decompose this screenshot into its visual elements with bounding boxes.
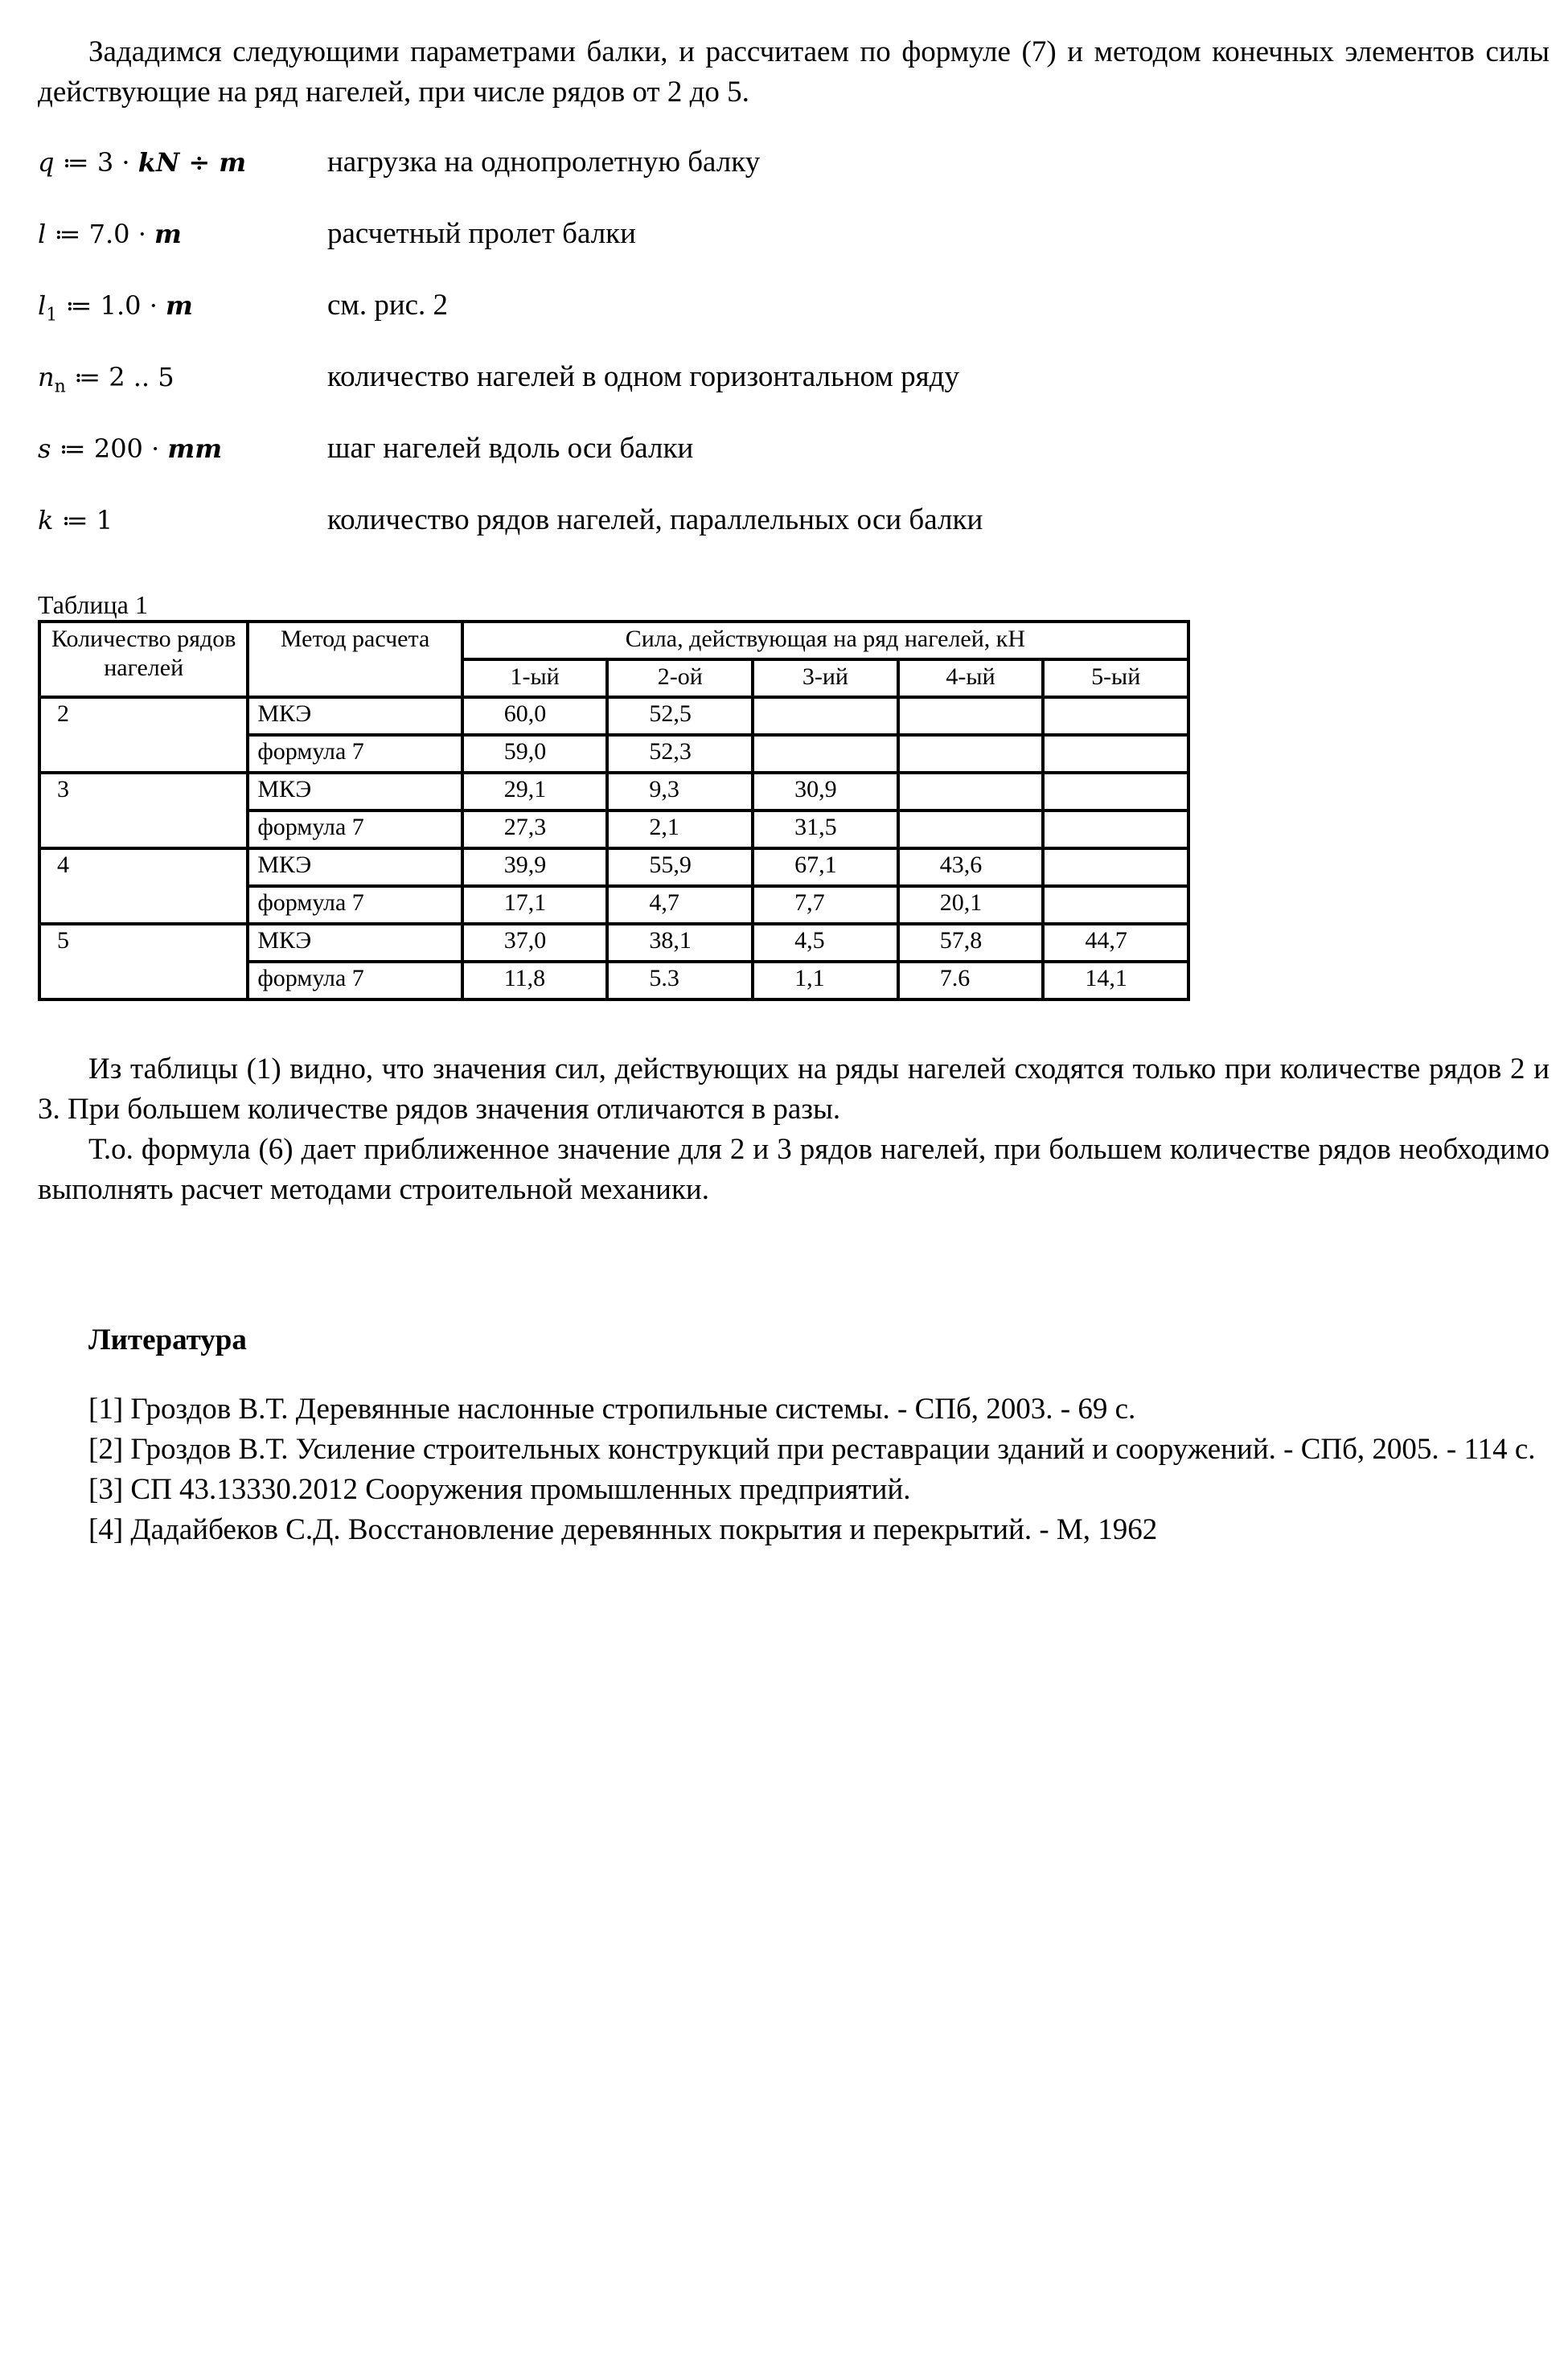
parameter-formula <box>38 433 327 468</box>
conclusion-paragraph-1: Из таблицы (1) видно, что значения сил, действующих на ряды нагелей сходятся только при количестве рядов 2 и 3. При большем количестве рядов значения отличаются в разы. <box>38 1053 1550 1126</box>
method-cell: МКЭ <box>248 697 462 735</box>
document-page <box>38 32 1550 1550</box>
force-value-cell: 67,1 <box>753 848 898 886</box>
parameter-formula <box>38 505 327 540</box>
force-value-cell: 52,5 <box>607 697 753 735</box>
header-force: Сила, действующая на ряд нагелей, кН <box>462 622 1188 659</box>
method-cell: формула 7 <box>248 735 462 773</box>
force-value-cell: 1,1 <box>753 962 898 999</box>
parameter-description: шаг нагелей вдоль оси балки <box>327 432 694 465</box>
method-cell: формула 7 <box>248 886 462 924</box>
force-value-cell: 43,6 <box>898 848 1044 886</box>
method-cell: МКЭ <box>248 773 462 811</box>
formula-expression: ≔ 7.0 · <box>46 219 155 249</box>
force-value-cell: 37,0 <box>462 924 608 962</box>
force-value-cell: 27,3 <box>462 811 608 848</box>
formula-unit: m <box>154 219 182 249</box>
force-value-cell: 38,1 <box>607 924 753 962</box>
force-value-cell: 5.3 <box>607 962 753 999</box>
force-value-cell <box>1043 811 1188 848</box>
force-value-cell: 2,1 <box>607 811 753 848</box>
reference-list <box>38 1389 1550 1550</box>
intro-paragraph: Зададимся следующими параметрами балки, и рассчитаем по формуле (7) и методом конечных элементов силы действующие на ряд нагелей, при числе рядов от 2 до 5. <box>38 35 1550 109</box>
parameter-row <box>38 216 1550 288</box>
parameter-row <box>38 359 1550 431</box>
parameter-description: см. рис. 2 <box>327 289 449 322</box>
rows-count-cell: 4 <box>39 848 248 924</box>
force-value-cell: 55,9 <box>607 848 753 886</box>
method-cell: МКЭ <box>248 924 462 962</box>
force-value-cell <box>1043 886 1188 924</box>
parameter-formula <box>38 219 327 253</box>
force-value-cell: 4,7 <box>607 886 753 924</box>
parameter-formula <box>38 290 327 325</box>
header-row-number: 3-ий <box>753 659 898 697</box>
force-value-cell: 30,9 <box>753 773 898 811</box>
force-value-cell <box>898 773 1044 811</box>
parameter-row <box>38 503 1550 574</box>
formula-unit: m <box>166 290 193 321</box>
table-caption: Таблица 1 <box>38 590 148 619</box>
method-cell: формула 7 <box>248 811 462 848</box>
table-row <box>39 924 1188 962</box>
formula-variable: k <box>38 505 54 536</box>
force-value-cell: 29,1 <box>462 773 608 811</box>
force-value-cell <box>898 811 1044 848</box>
formula-subscript: 1 <box>46 305 58 326</box>
table-row <box>39 848 1188 886</box>
formula-expression: ≔ 1 <box>53 505 113 536</box>
force-value-cell <box>1043 773 1188 811</box>
rows-count-cell: 5 <box>39 924 248 999</box>
force-value-cell: 7,7 <box>753 886 898 924</box>
parameter-description: количество нагелей в одном горизонтальном ряду <box>327 360 959 393</box>
formula-expression: ≔ 200 · <box>51 433 168 464</box>
force-value-cell <box>753 735 898 773</box>
method-cell: МКЭ <box>248 848 462 886</box>
force-value-cell <box>898 735 1044 773</box>
parameter-list <box>38 145 1550 574</box>
reference-item: [3] СП 43.13330.2012 Сооружения промышленных предприятий. <box>88 1473 911 1506</box>
parameter-row <box>38 288 1550 359</box>
force-value-cell: 9,3 <box>607 773 753 811</box>
force-value-cell <box>1043 697 1188 735</box>
parameter-description: нагрузка на однопролетную балку <box>327 146 761 179</box>
formula-variable: s <box>38 433 51 464</box>
formula-expression: ≔ 3 · <box>54 147 138 178</box>
rows-count-cell: 2 <box>39 697 248 773</box>
formula-expression: ≔ 1.0 · <box>57 290 166 321</box>
force-value-cell: 57,8 <box>898 924 1044 962</box>
parameter-formula <box>38 362 327 396</box>
force-value-cell: 11,8 <box>462 962 608 999</box>
parameter-row <box>38 431 1550 503</box>
parameter-row <box>38 145 1550 216</box>
formula-subscript: n <box>54 376 66 397</box>
header-row-number: 2-ой <box>607 659 753 697</box>
parameter-formula <box>38 147 327 182</box>
header-method: Метод расчета <box>248 622 462 697</box>
force-value-cell: 17,1 <box>462 886 608 924</box>
force-value-cell <box>753 697 898 735</box>
reference-item: [4] Дадайбеков С.Д. Восстановление деревянных покрытия и перекрытий. - М, 1962 <box>88 1513 1158 1546</box>
formula-unit: kN ÷ m <box>138 147 247 178</box>
force-value-cell <box>898 697 1044 735</box>
conclusion-paragraph-2: Т.о. формула (6) дает приближенное значение для 2 и 3 рядов нагелей, при большем количестве рядов необходимо выполнять расчет методами строительной механики. <box>38 1133 1550 1206</box>
force-value-cell: 31,5 <box>753 811 898 848</box>
header-row-number: 1-ый <box>462 659 608 697</box>
parameter-description: количество рядов нагелей, параллельных оси балки <box>327 503 983 536</box>
force-value-cell: 39,9 <box>462 848 608 886</box>
formula-variable: n <box>38 362 55 392</box>
force-value-cell: 7.6 <box>898 962 1044 999</box>
literature-heading: Литература <box>88 1323 247 1356</box>
force-value-cell: 59,0 <box>462 735 608 773</box>
table-row <box>39 697 1188 735</box>
force-value-cell: 60,0 <box>462 697 608 735</box>
force-value-cell: 44,7 <box>1043 924 1188 962</box>
formula-variable: l <box>38 290 47 321</box>
reference-item: [1] Гроздов В.Т. Деревянные наслонные стропильные системы. - СПб, 2003. - 69 с. <box>88 1393 1136 1426</box>
rows-count-cell: 3 <box>39 773 248 848</box>
parameter-description: расчетный пролет балки <box>327 217 636 250</box>
formula-unit: mm <box>167 433 223 464</box>
formula-expression: ≔ 2 .. 5 <box>65 362 174 392</box>
header-row-number: 4-ый <box>898 659 1044 697</box>
force-value-cell: 4,5 <box>753 924 898 962</box>
reference-item: [2] Гроздов В.Т. Усиление строительных конструкций при реставрации зданий и сооружений. - СПб, 2005. - 114 с. <box>88 1433 1536 1466</box>
formula-variable: l <box>38 219 47 249</box>
force-value-cell <box>1043 848 1188 886</box>
table-row <box>39 773 1188 811</box>
force-value-cell: 14,1 <box>1043 962 1188 999</box>
formula-variable: q <box>38 147 55 178</box>
force-value-cell <box>1043 735 1188 773</box>
header-rows-count: Количество рядов нагелей <box>39 622 248 697</box>
results-table <box>38 620 1190 1001</box>
header-row-number: 5-ый <box>1043 659 1188 697</box>
method-cell: формула 7 <box>248 962 462 999</box>
force-value-cell: 20,1 <box>898 886 1044 924</box>
force-value-cell: 52,3 <box>607 735 753 773</box>
